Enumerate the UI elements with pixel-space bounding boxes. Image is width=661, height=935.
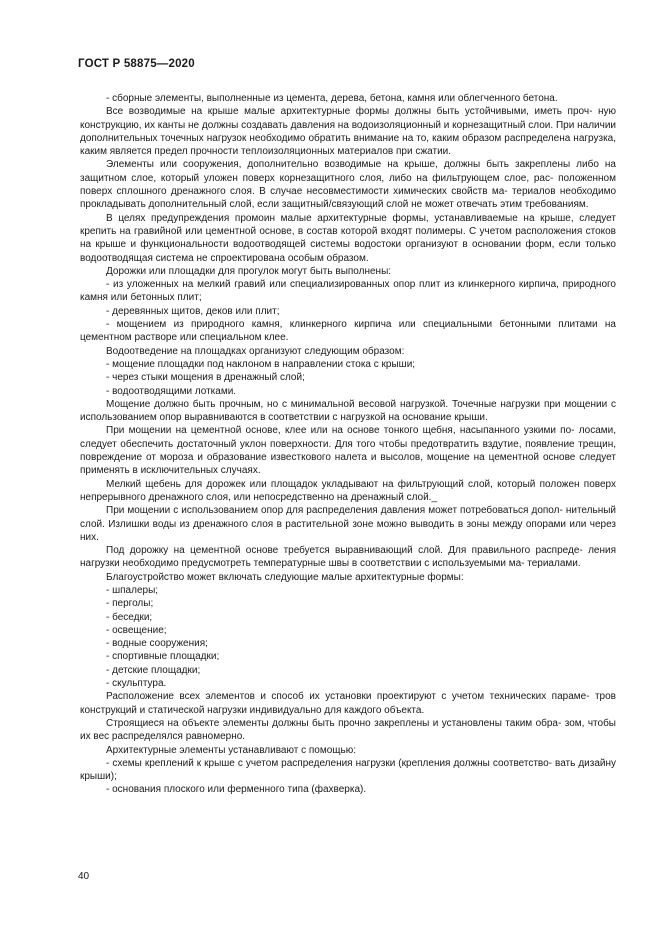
paragraph: Мелкий щебень для дорожек или площадок укладывают на фильтрующий слой, который положен поверх непрерывного дренажного слоя, или непосредственно на дренажный слой._	[80, 478, 616, 503]
paragraph: - освещение;	[106, 624, 167, 636]
paragraph: Элементы или сооружения, дополнительно возводимые на крыше, должны быть закреплены либо на защитном слое, который уложен поверх корнезащитного слоя, либо на фильтрующем слое, рас- положенном поверх сплошного дренажного слоя. В случае несовместимости химических свойств ма- териалов необходимо прокладывать дополнительный слой, если защитный/связующий слой не может отвечать этим требованиям.	[80, 159, 616, 211]
paragraph: В целях предупреждения промоин малые архитектурные формы, устанавливаемые на крыше, следует крепить на гравийной или цементной основе, в состав которой входят полимеры. С учетом расположения стоков на крыше и функциональности водоотводящей системы водостоки организуют в основании форм, если только водоотводящая система не спроектирована особым образом.	[80, 212, 616, 264]
paragraph: - водоотводящими лотками.	[106, 385, 237, 397]
paragraph: Строящиеся на объекте элементы должны быть прочно закреплены и установлены таким обра- зом, чтобы их вес распределялся равномерно.	[80, 717, 616, 743]
paragraph: Архитектурные элементы устанавливают с помощью:	[106, 744, 357, 756]
paragraph: - скульптура.	[106, 678, 167, 690]
paragraph: Расположение всех элементов и способ их установки проектируют с учетом технических параме- тров конструкций и статической нагрузки индивидуально для каждого объекта.	[80, 691, 616, 716]
paragraph: Благоустройство может включать следующие малые архитектурные формы:	[106, 571, 464, 583]
paragraph: - мощением из природного камня, клинкерного кирпича или специальными бетонными плитами на цементном растворе или специальном клее.	[80, 319, 616, 344]
page-number: 40	[78, 871, 90, 882]
paragraph: Все возводимые на крыше малые архитектурные формы должны быть устойчивыми, иметь проч- ную конструкцию, их канты не должны создавать давления на водоизоляционный и корнезащитный слои. При наличии дополнительных точечных нагрузок необходимо обратить внимание на то, каким образом распределена нагрузка, каким является предел прочности теплоизоляционных материалов при сжатии.	[80, 106, 616, 158]
paragraph: При мощении на цементной основе, клее или на основе тонкого щебня, насыпанного узкими по- лосами, следует обеспечить достаточный уклон поверхности. Для того чтобы предотвратить вздутие, появление трещин, повреждение от мороза и образование известкового налета и высолов, мощение на цементной основе следует применять в исключительных случаях.	[80, 425, 616, 477]
paragraph: - деревянных щитов, деков или плит;	[106, 305, 280, 317]
paragraph: - беседки;	[106, 611, 153, 623]
paragraph: Дорожки или площадки для прогулок могут быть выполнены:	[106, 265, 392, 277]
paragraph: Под дорожку на цементной основе требуется выравнивающий слой. Для правильного распреде- ления нагрузки необходимо предусмотреть температурные швы в соответствии с используемыми ма- териалами.	[80, 545, 616, 570]
document-header: ГОСТ Р 58875—2020	[78, 58, 195, 70]
paragraph: - шпалеры;	[106, 584, 159, 596]
paragraph: - схемы креплений к крыше с учетом распределения нагрузки (крепления должны соответство- вать дизайну крыши);	[80, 757, 616, 783]
paragraph: - основания плоского или ферменного типа (фахверка).	[106, 784, 367, 796]
paragraph: Водоотведение на площадках организуют следующим образом:	[106, 345, 405, 357]
paragraph: - через стыки мощения в дренажный слой;	[106, 372, 305, 384]
paragraph: - сборные элементы, выполненные из цемента, дерева, бетона, камня или облегченного бетона.	[106, 93, 558, 104]
paragraph: - перголы;	[106, 598, 154, 610]
paragraph: - из уложенных на мелкий гравий или специализированных опор плит из клинкерного кирпича, природного камня или бетонных плит;	[80, 279, 616, 304]
paragraph: - водные сооружения;	[106, 638, 208, 650]
paragraph: - детские площадки;	[106, 664, 201, 676]
body-text	[80, 92, 616, 797]
paragraph: Мощение должно быть прочным, но с минимальной весовой нагрузкой. Точечные нагрузки при мощении с использованием опор выравниваются в соответствии с нагрузкой на основание крыши.	[80, 398, 616, 424]
paragraph: При мощении с использованием опор для распределения давления может потребоваться допол- нительный слой. Излишки воды из дренажного слоя в растительной зоне можно выводить в зоны между опорами или через них.	[80, 505, 616, 543]
paragraph: - спортивные площадки;	[106, 651, 220, 663]
paragraph: - мощение площадки под наклоном в направлении стока с крыши;	[106, 358, 416, 370]
